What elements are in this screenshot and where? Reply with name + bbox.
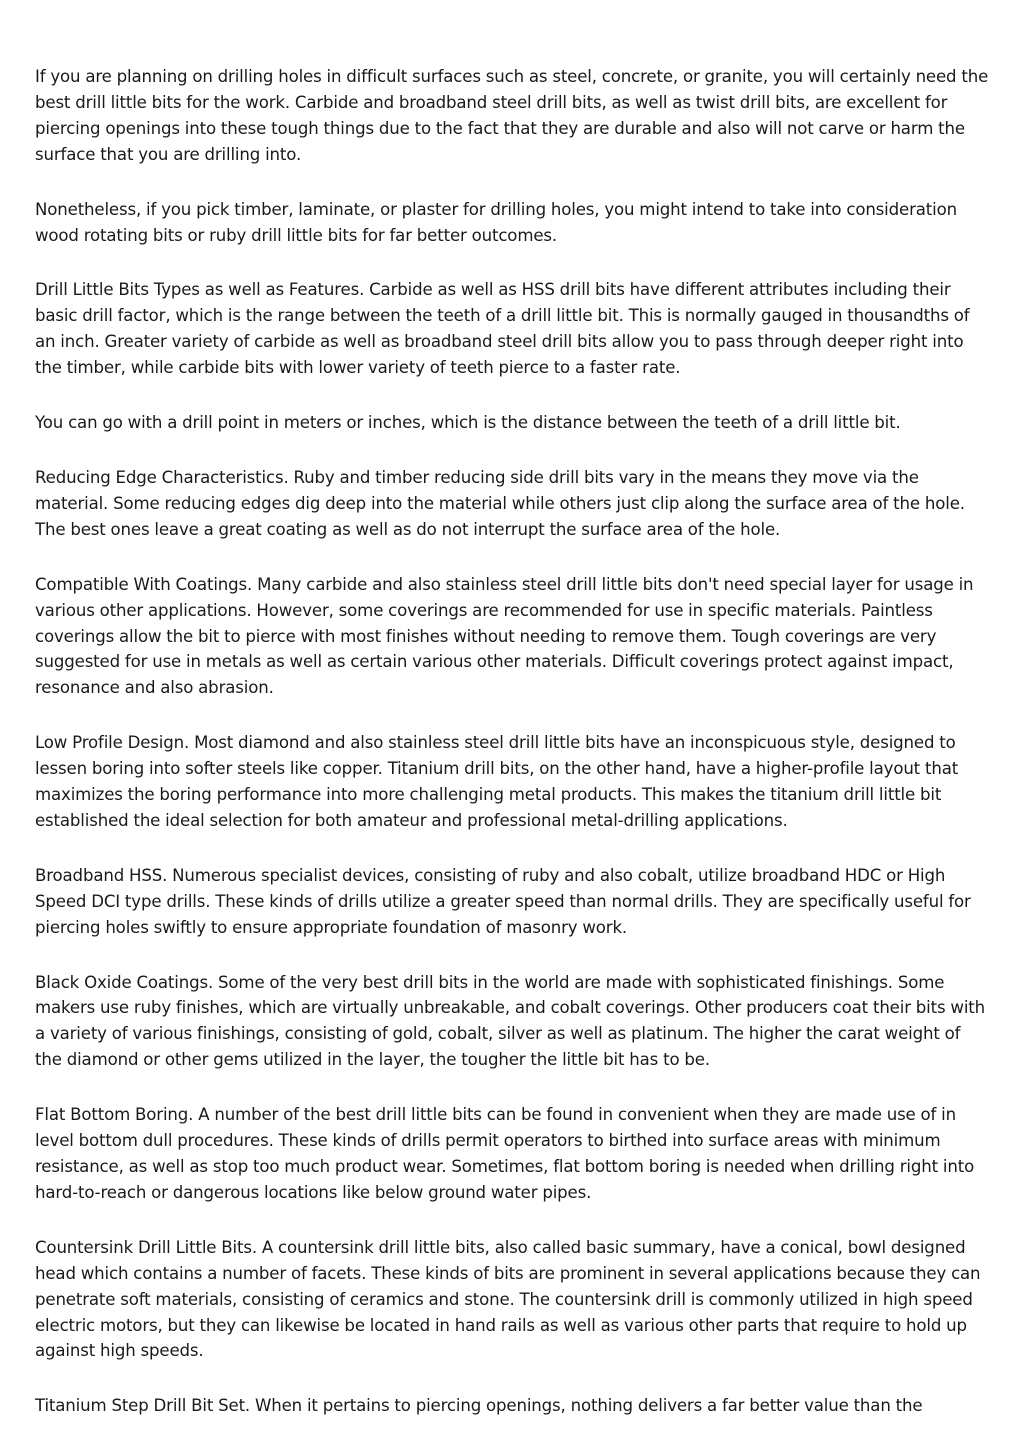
paragraph-flat-bottom: Flat Bottom Boring. A number of the best drill little bits can be found in convenient when they are made use of in level bottom dull procedures. These kinds of drills permit operators to birthed into surface areas with minimum resistance, as well as stop too much product wear. Sometimes, flat bottom boring is needed when drilling right into hard-to-reach or dangerous locations like below ground water pipes. <box>35 1105 975 1202</box>
paragraph-types-features: Drill Little Bits Types as well as Features. Carbide as well as HSS drill bits have different attributes including their basic drill factor, which is the range between the teeth of a drill little bit. This is normally gauged in thousandths of an inch. Greater variety of carbide as well as broadband steel drill bits allow you to pass through deeper right into the timber, while carbide bits with lower variety of teeth pierce to a faster rate. <box>35 280 970 378</box>
paragraph-broadband-hss: Broadband HSS. Numerous specialist devices, consisting of ruby and also cobalt, utilize broadband HDC or High Speed DCI type drills. These kinds of drills utilize a greater speed than normal drills. They are specifically useful for piercing holes swiftly to ensure appropriate foundation of masonry work. <box>35 865 971 937</box>
paragraph-timber-laminate: Nonetheless, if you pick timber, laminate, or plaster for drilling holes, you might intend to take into consideration wood rotating bits or ruby drill little bits for far better outcomes. <box>35 199 957 245</box>
article-body <box>35 64 991 1448</box>
paragraph-intro: If you are planning on drilling holes in difficult surfaces such as steel, concrete, or granite, you will certainly need the best drill little bits for the work. Carbide and broadband steel drill bits, as well as twist drill bits, are excellent for piercing openings into these tough things due to the fact that they are durable and also will not carve or harm the surface that you are drilling into. <box>35 67 989 164</box>
paragraph-low-profile: Low Profile Design. Most diamond and also stainless steel drill little bits have an inconspicuous style, designed to lessen boring into softer steels like copper. Titanium drill bits, on the other hand, have a higher-profile layout that maximizes the boring performance into more challenging metal products. This makes the titanium drill little bit established the ideal selection for both amateur and professional metal-drilling applications. <box>35 733 959 830</box>
paragraph-titanium-step: Titanium Step Drill Bit Set. When it pertains to piercing openings, nothing delivers a far better value than the <box>35 1396 923 1416</box>
paragraph-drill-point: You can go with a drill point in meters or inches, which is the distance between the teeth of a drill little bit. <box>35 413 901 433</box>
paragraph-coatings-compatibility: Compatible With Coatings. Many carbide and also stainless steel drill little bits don't need special layer for usage in various other applications. However, some coverings are recommended for use in specific materials. Paintless coverings allow the bit to pierce with most finishes without needing to remove them. Tough coverings are very suggested for use in metals as well as certain various other materials. Difficult coverings protect against impact, resonance and also abrasion. <box>35 574 974 698</box>
paragraph-edge-characteristics: Reducing Edge Characteristics. Ruby and timber reducing side drill bits vary in the means they move via the material. Some reducing edges dig deep into the material while others just clip along the surface area of the hole. The best ones leave a great coating as well as do not interrupt the surface area of the hole. <box>35 467 965 539</box>
paragraph-black-oxide: Black Oxide Coatings. Some of the very best drill bits in the world are made with sophisticated finishings. Some makers use ruby finishes, which are virtually unbreakable, and cobalt coverings. Other producers coat their bits with a variety of various finishings, consisting of gold, cobalt, silver as well as platinum. The higher the carat weight of the diamond or other gems utilized in the layer, the tougher the little bit has to be. <box>35 972 986 1070</box>
paragraph-countersink: Countersink Drill Little Bits. A countersink drill little bits, also called basic summary, have a conical, bowl designed head which contains a number of facets. These kinds of bits are prominent in several applications because they can penetrate soft materials, consisting of ceramics and stone. The countersink drill is commonly utilized in high speed electric motors, but they can likewise be located in hand rails as well as various other parts that require to hold up against high speeds. <box>35 1237 981 1361</box>
